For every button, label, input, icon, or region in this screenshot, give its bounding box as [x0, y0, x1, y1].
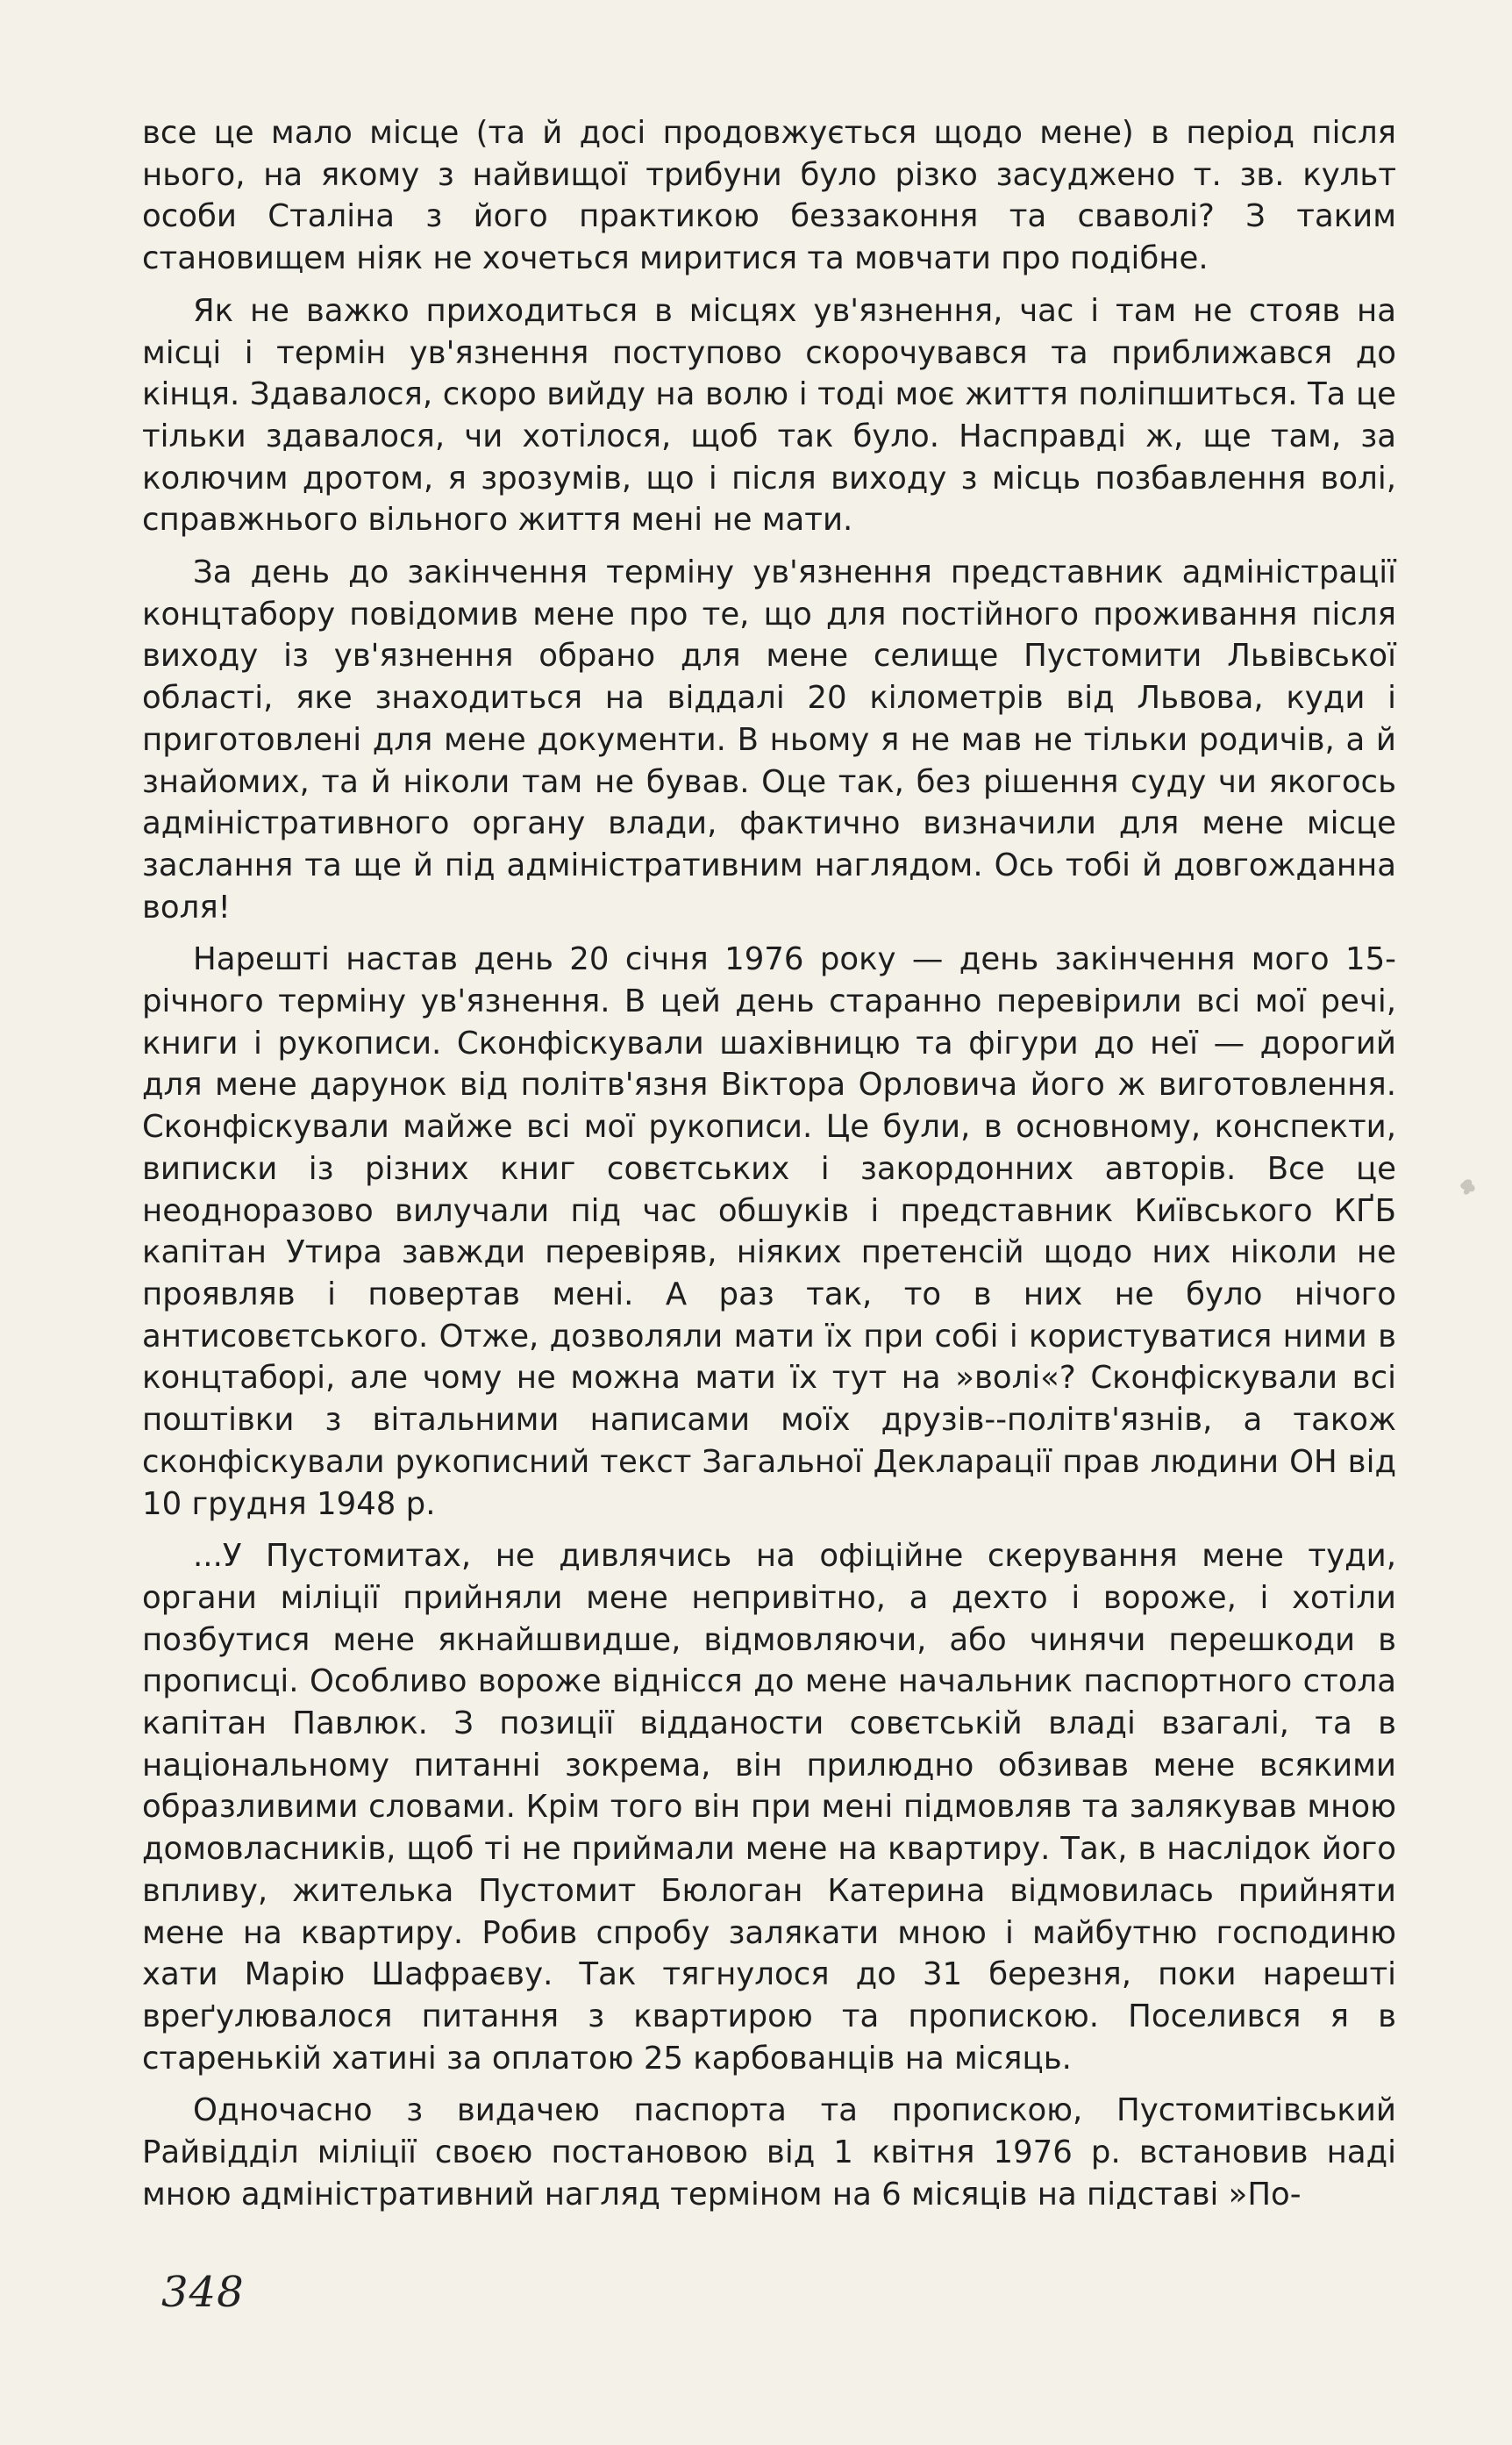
paragraph-5: ...У Пустомитах, не дивлячись на офіційне скерування мене туди, органи міліції прийняли мене непривітно, а дехто і вороже, і хотіли позбутися мене якнайшвидше, відмовляючи, або чинячи перешкоди в прописці. Особливо вороже віднісся до мене начальник паспортного стола капітан Павлюк. З позиції відданости совєтській владі взагалі, та в національному питанні зокрема, він прилюдно обзивав мене всякими образливими словами. Крім того він при мені підмовляв та залякував мною домовласників, щоб ті не приймали мене на квартиру. Так, в наслідок його впливу, жителька Пустомит Бюлоган Катерина відмовилась прийняти мене на квартиру. Робив спробу залякати мною і майбутню господиню хати Марію Шафраєву. Так тягнулося до 31 березня, поки нарешті вреґулювалося питання з квартирою та пропискою. Поселився я в старенькій хатині за оплатою 25 карбованців на місяць.	[142, 1538, 1396, 2077]
paragraph-4: Нарешті настав день 20 січня 1976 року — день закінчення мого 15-річного терміну ув'язнення. В цей день старанно перевірили всі мої речі, книги і рукописи. Сконфіскували шахівницю та фігури до неї — дорогий для мене дарунок від політв'язня Віктора Орловича його ж виготовлення. Сконфіскували майже всі мої рукописи. Це були, в основному, конспекти, виписки із різних книг совєтських і закордонних авторів. Все це неодноразово вилучали під час обшуків і представник Київського КҐБ капітан Утира завжди перевіряв, ніяких претенсій щодо них ніколи не проявляв і повертав мені. А раз так, то в них не було нічого антисовєтського. Отже, дозволяли мати їх при собі і користуватися ними в концтаборі, але чому не можна мати їх тут на »волі«? Сконфіскували всі поштівки з вітальними написами моїх друзів--політв'язнів, а також сконфіскували рукописний текст Загальної Декларації прав людини ОН від 10 грудня 1948 р.	[142, 941, 1396, 1522]
page-text	[142, 112, 1396, 2226]
paragraph-2: Як не важко приходиться в місцях ув'язнення, час і там не стояв на місці і термін ув'язнення поступово скорочувався та приближався до кінця. Здавалося, скоро вийду на волю і тоді моє життя поліпшиться. Та це тільки здавалося, чи хотілося, щоб так було. Насправді ж, ще там, за колючим дротом, я зрозумів, що і після виходу з місць позбавлення волі, справжнього вільного життя мені не мати.	[142, 292, 1396, 539]
page-number: 348	[161, 2268, 245, 2317]
paragraph-3: За день до закінчення терміну ув'язнення представник адміністрації концтабору повідомив мене про те, що для постійного проживання після виходу із ув'язнення обрано для мене селище Пустомити Львівської області, яке знаходиться на віддалі 20 кілометрів від Львова, куди і приготовлені для мене документи. В ньому я не мав не тільки родичів, а й знайомих, та й ніколи там не бував. Оце так, без рішення суду чи якогось адміністративного органу влади, фактично визначили для мене місце заслання та ще й під адміністративним наглядом. Ось тобі й довгожданна воля!	[142, 554, 1396, 926]
paragraph-1: все це мало місце (та й досі продовжується щодо мене) в період після нього, на якому з найвищої трибуни було різко засуджено т. зв. культ особи Сталіна з його практикою беззаконня та сваволі? З таким становищем ніяк не хочеться миритися та мовчати про подібне.	[142, 115, 1396, 277]
paragraph-6: Одночасно з видачею паспорта та пропискою, Пустомитівський Райвідділ міліції своєю постановою від 1 квітня 1976 р. встановив наді мною адміністративний нагляд терміном на 6 місяців на підставі »По-	[142, 2092, 1396, 2213]
ink-speck-icon	[1458, 1176, 1480, 1202]
